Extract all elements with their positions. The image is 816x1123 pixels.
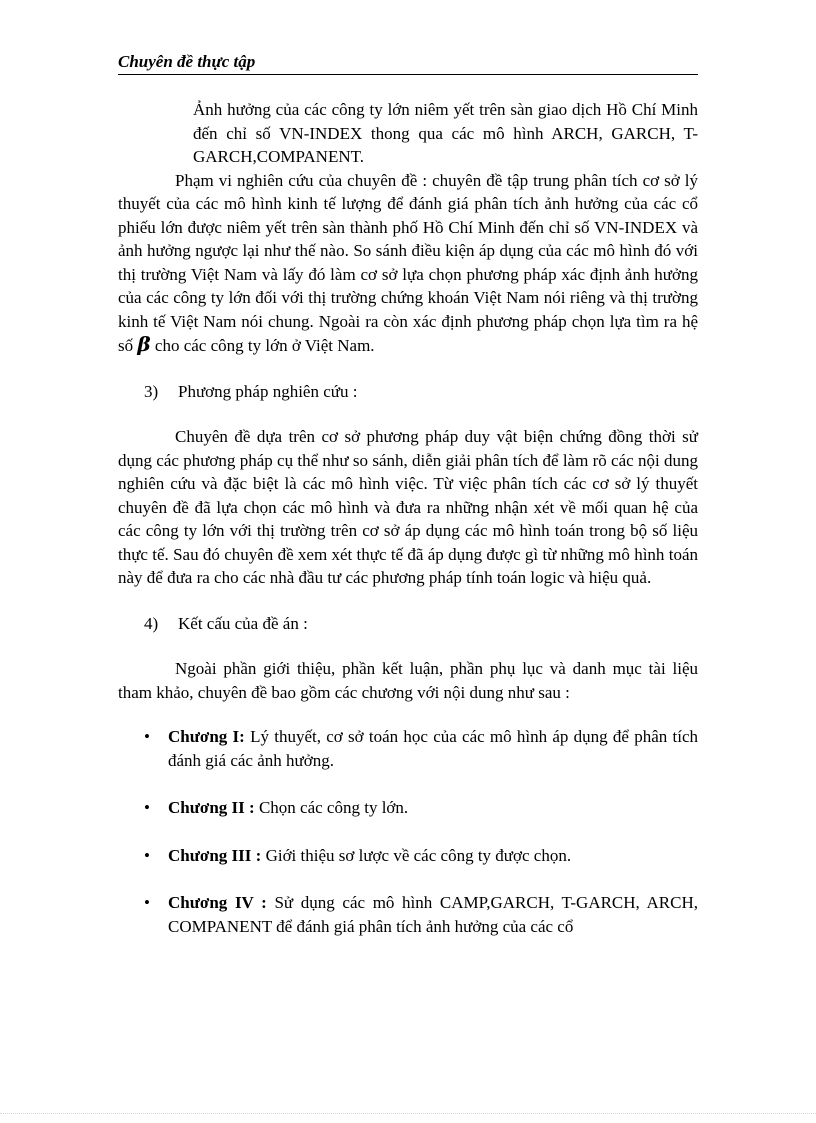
section-4-number: 4) (144, 613, 159, 633)
page-header (118, 52, 698, 75)
scope-text: Phạm vi nghiên cứu của chuyên đề : chuyên đề tập trung phân tích cơ sở lý thuyết của các mô hình kinh tế lượng để đánh giá phân tích ảnh hưởng của các cổ phiếu lớn được niêm yết trên sàn thành phố Hồ Chí Minh đến chỉ số VN-INDEX và ảnh hưởng ngược lại như thế nào. So sánh điều kiện áp dụng của các mô hình đó với thị trường Việt Nam và lấy đó làm cơ sở lựa chọn phương pháp xác định ảnh hưởng của các công ty lớn đối với thị trường chứng khoán Việt Nam nói riêng và thị trường kinh tế Việt Nam nói chung. Ngoài ra còn xác định phương pháp chọn lựa tìm ra hệ số (118, 170, 698, 355)
section-3-number: 3) (144, 381, 159, 401)
bullet-icon: • (144, 893, 150, 912)
chapter-item (118, 725, 698, 772)
bullet-icon: • (144, 845, 150, 865)
chapter-label: Chương IV : (168, 893, 267, 912)
chapter-label: Chương III : (168, 845, 262, 865)
chapter-text: Giới thiệu sơ lược về các công ty được chọn. (265, 845, 572, 865)
header-title: Chuyên đề thực tập (118, 52, 256, 71)
chapter-text: Sử dụng các mô hình CAMP,GARCH, T-GARCH, ARCH, COMPANENT để đánh giá phân tích ảnh hưởng của các cổ (168, 893, 698, 936)
intro-block: Ảnh hưởng của các công ty lớn niêm yết trên sàn giao dịch Hồ Chí Minh đến chỉ số VN-INDEX thong qua các mô hình ARCH, GARCH, T-GARCH,COMPANENT. (193, 100, 698, 166)
scope-text-end: cho các công ty lớn ở Việt Nam. (154, 336, 375, 355)
section-4-paragraph: Ngoài phần giới thiệu, phần kết luận, phần phụ lục và danh mục tài liệu tham khảo, chuyên đề bao gồm các chương với nội dung như sau : (118, 659, 698, 702)
chapter-item (118, 844, 698, 868)
scope-paragraph (118, 169, 698, 358)
bullet-icon: • (144, 798, 150, 817)
chapter-label: Chương II : (168, 798, 255, 817)
section-3-heading (144, 380, 698, 404)
document-body (118, 98, 698, 962)
chapter-label: Chương I: (168, 727, 245, 746)
section-4-heading (144, 612, 698, 636)
chapter-text: Lý thuyết, cơ sở toán học của các mô hình áp dụng để phân tích đánh giá các ảnh hưởng. (168, 727, 699, 770)
chapter-item (118, 891, 698, 938)
chapter-item (118, 796, 698, 820)
section-4-title: Kết cấu của đề án : (178, 613, 308, 633)
bullet-icon: • (144, 727, 150, 746)
chapter-list (118, 725, 698, 938)
section-3-paragraph: Chuyên đề dựa trên cơ sở phương pháp duy vật biện chứng đồng thời sử dụng các phương pháp cụ thể như so sánh, diễn giải phân tích để làm rõ các nội dung nghiên cứu và đặc biệt là các mô hình việc. Từ việc phân tích các cơ sở lý thuyết chuyên đề đã lựa chọn các mô hình và đưa ra những nhận xét về mối quan hệ của các công ty lớn với thị trường trên cơ sở áp dụng các mô hình toán trong bộ số liệu thực tế. Sau đó chuyên đề xem xét thực tế đã áp dụng được gì từ những mô hình toán này để đưa ra cho các nhà đầu tư các phương pháp tính toán logic và hiệu quả. (118, 427, 698, 587)
footer-divider (0, 1113, 816, 1114)
section-3-title: Phương pháp nghiên cứu : (178, 381, 358, 401)
chapter-text: Chọn các công ty lớn. (258, 798, 409, 817)
beta-symbol: β (137, 332, 151, 356)
